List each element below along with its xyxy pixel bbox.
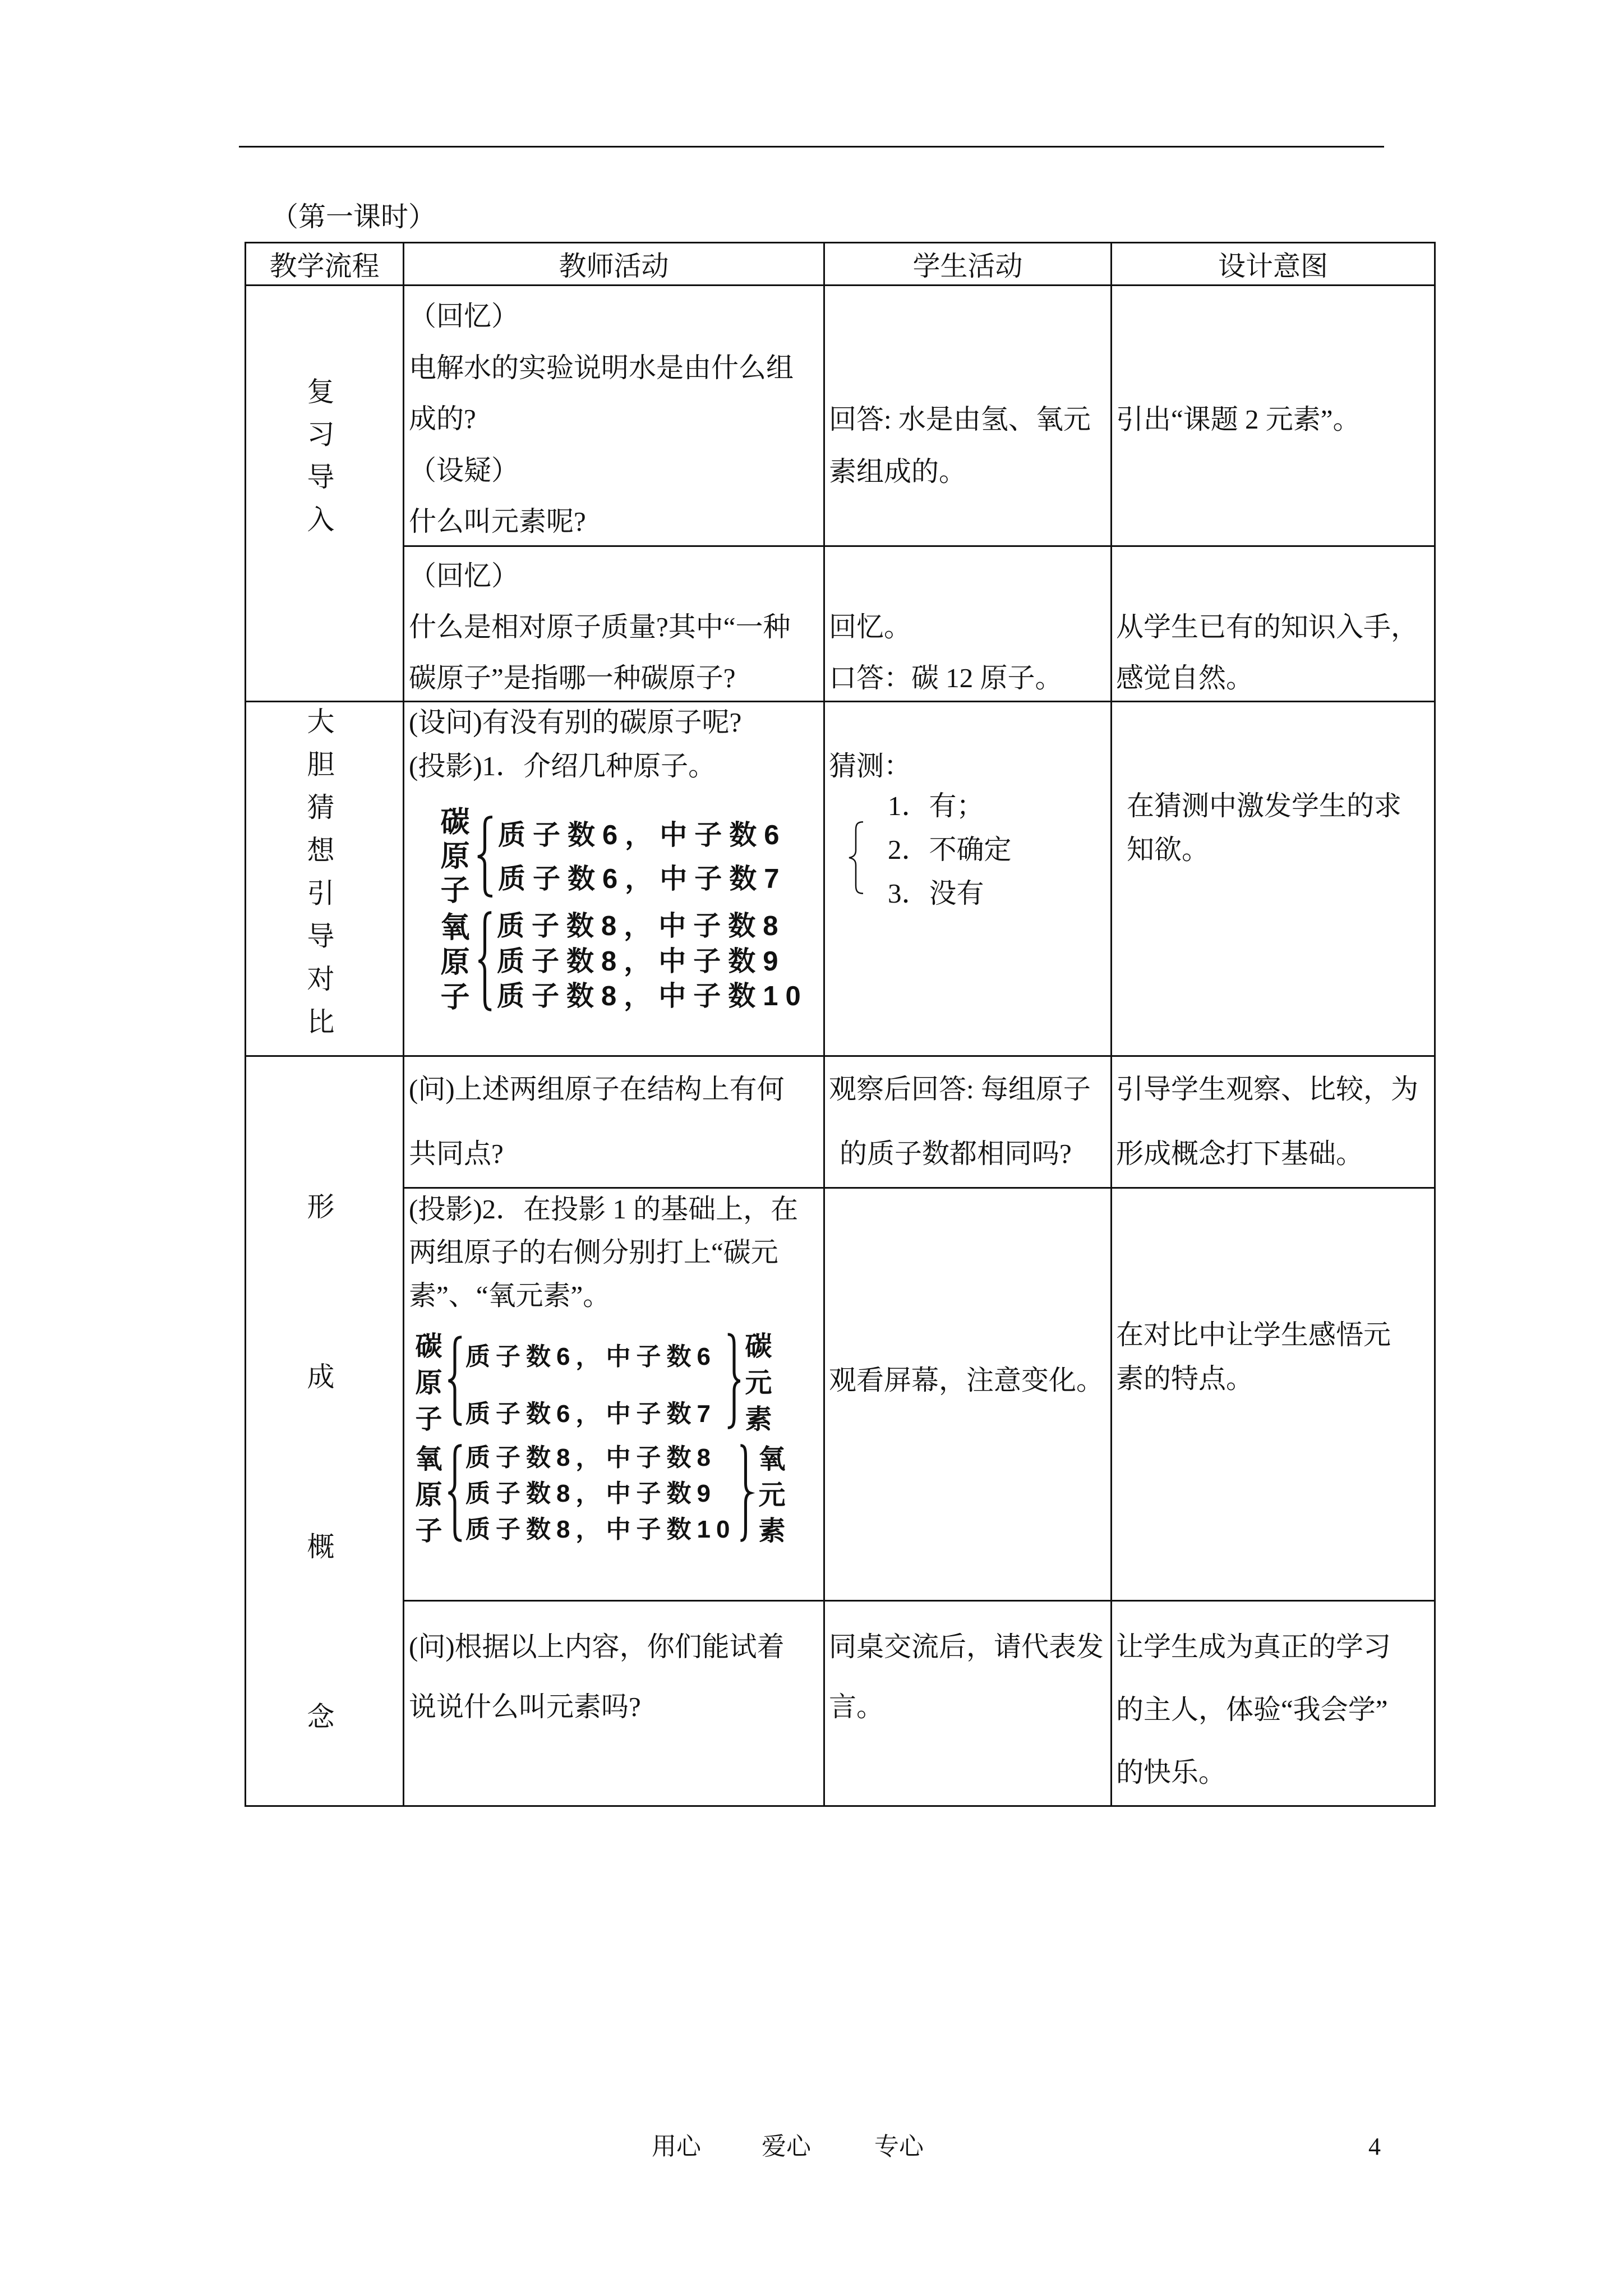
design-intent-line: 知欲。	[1127, 834, 1210, 865]
design-intent-cell	[1110, 284, 1436, 547]
oxygen-isotope-line: 质子数8，中子数9	[465, 1480, 716, 1507]
guess-option: 1．有；	[888, 790, 984, 821]
design-intent-line: 形成概念打下基础。	[1116, 1138, 1364, 1169]
student-activity-cell	[823, 1187, 1112, 1602]
guess-options-list	[888, 784, 1012, 915]
student-activity-line: 观看屏幕，注意变化。	[829, 1365, 1104, 1396]
design-intent-line: 在猜测中激发学生的求	[1127, 790, 1402, 821]
teacher-activity-cell	[403, 545, 825, 702]
design-intent-line: 感觉自然。	[1116, 662, 1254, 693]
oxygen-left-brace-icon	[477, 912, 492, 1011]
oxygen-right-brace-icon	[740, 1444, 751, 1542]
carbon-atom-label: 碳原子	[436, 806, 468, 909]
oxygen-isotope-line: 质子数8，中子数10	[465, 1516, 736, 1543]
teacher-activity-line: 说说什么叫元素吗?	[409, 1691, 641, 1722]
guess-option: 2．不确定	[888, 834, 1012, 865]
oxygen-atom-label: 氧原子	[436, 912, 468, 1016]
teacher-activity-line: 什么叫元素呢?	[409, 506, 586, 537]
teacher-activity-line: (投影)1．介绍几种原子。	[409, 751, 716, 781]
teacher-activity-text	[409, 291, 794, 547]
student-activity-text	[829, 393, 1091, 498]
teacher-activity-line: (问)根据以上内容，你们能试着	[409, 1631, 785, 1662]
design-intent-text	[1116, 1616, 1391, 1804]
page-number: 4	[1368, 2133, 1381, 2160]
header-label-student: 学生活动	[912, 250, 1023, 282]
design-intent-text	[1127, 784, 1401, 872]
carbon-left-brace-icon	[476, 816, 494, 897]
student-activity-cell	[823, 284, 1112, 547]
student-activity-line: 素组成的。	[829, 456, 967, 487]
teacher-activity-line: 碳原子”是指哪一种碳原子?	[409, 662, 736, 693]
design-intent-line: 引出“课题 2 元素”。	[1116, 404, 1361, 435]
design-intent-cell	[1110, 1055, 1436, 1189]
carbon-isotope-list	[465, 1328, 716, 1443]
design-intent-text	[1116, 393, 1361, 445]
teacher-activity-cell	[403, 284, 825, 547]
carbon-right-brace-icon	[727, 1333, 741, 1429]
student-activity-line: 的质子数都相同吗?	[840, 1138, 1072, 1169]
guess-option: 3．没有	[888, 878, 984, 909]
carbon-left-brace-icon	[447, 1336, 463, 1425]
teacher-activity-cell	[403, 1055, 825, 1189]
student-activity-cell	[823, 1600, 1112, 1807]
carbon-isotope-line: 质子数6，中子数6	[498, 820, 787, 850]
design-intent-line: 引导学生观察、比较，为	[1116, 1074, 1419, 1105]
teacher-activity-text	[409, 1617, 785, 1737]
header-cell-design	[1110, 242, 1436, 286]
oxygen-left-brace-icon	[447, 1444, 463, 1542]
carbon-isotope-list	[498, 813, 787, 901]
student-activity-cell	[823, 701, 1112, 1057]
stage-cell-guess	[245, 701, 404, 1057]
header-cell-student	[823, 242, 1112, 286]
teacher-activity-line: 两组原子的右侧分别打上“碳元	[409, 1237, 778, 1268]
teacher-activity-text	[409, 1057, 785, 1186]
teacher-activity-line: 共同点?	[409, 1138, 504, 1169]
teacher-activity-line: （设疑）	[409, 454, 519, 486]
oxygen-isotope-line: 质子数8，中子数8	[497, 911, 786, 941]
teacher-activity-cell	[403, 701, 825, 1057]
design-intent-line: 让学生成为真正的学习	[1116, 1631, 1391, 1662]
student-activity-cell	[823, 545, 1112, 702]
design-intent-cell	[1110, 1600, 1436, 1807]
teacher-activity-line: 素”、“氧元素”。	[409, 1280, 611, 1311]
header-cell-teacher	[403, 242, 825, 286]
teacher-activity-line: (问)上述两组原子在结构上有何	[409, 1074, 785, 1105]
footer-motto: 爱心	[762, 2133, 811, 2160]
student-activity-text	[829, 1617, 1104, 1737]
teacher-activity-line: （回忆）	[409, 560, 519, 591]
design-intent-cell	[1110, 1187, 1436, 1602]
student-activity-line: 言。	[829, 1691, 884, 1722]
student-activity-line: 回答: 水是由氢、氧元	[829, 404, 1091, 435]
header-label-design: 设计意图	[1218, 250, 1328, 282]
oxygen-element-label: 氧元素	[754, 1444, 784, 1552]
teacher-activity-line: (投影)2．在投影 1 的基础上，在	[409, 1194, 799, 1225]
teacher-activity-cell	[403, 1600, 825, 1807]
teacher-activity-cell	[403, 1187, 825, 1602]
header-label-stage: 教学流程	[269, 250, 380, 282]
carbon-isotope-line: 质子数6，中子数7	[498, 864, 787, 894]
header-rule	[239, 146, 1384, 148]
student-activity-text	[829, 1057, 1091, 1186]
student-activity-line: 回忆。	[829, 611, 912, 642]
student-activity-cell	[823, 1055, 1112, 1189]
design-intent-line: 在对比中让学生感悟元	[1116, 1319, 1391, 1350]
stage-label-concept: 形成概念	[303, 1192, 334, 1872]
design-intent-line: 素的特点。	[1116, 1363, 1254, 1394]
atom-projection-diagram-1	[404, 702, 823, 1055]
design-intent-text	[1116, 601, 1418, 703]
student-activity-text	[829, 601, 1063, 703]
guess-options-brace-icon	[847, 821, 864, 894]
oxygen-isotope-line: 质子数8，中子数10	[497, 981, 808, 1011]
carbon-isotope-line: 质子数6，中子数7	[465, 1400, 716, 1428]
footer-motto: 用心	[652, 2133, 701, 2160]
teacher-activity-line: （回忆）	[409, 301, 519, 332]
atom-projection-diagram-2	[404, 1189, 823, 1600]
stage-cell-concept	[245, 1055, 404, 1872]
student-activity-text	[829, 1359, 1104, 1402]
header-label-teacher: 教师活动	[559, 250, 669, 282]
design-intent-cell	[1110, 701, 1436, 1057]
student-activity-line: 同桌交流后，请代表发	[829, 1631, 1104, 1662]
design-intent-line: 的快乐。	[1116, 1757, 1227, 1788]
oxygen-isotope-line: 质子数8，中子数8	[465, 1444, 716, 1471]
stage-cell-review	[245, 284, 404, 702]
teacher-activity-line: 什么是相对原子质量?其中“一种	[409, 611, 791, 642]
header-cell-stage	[245, 242, 404, 286]
carbon-element-label: 碳元素	[741, 1332, 771, 1441]
student-activity-line: 口答：碳 12 原子。	[829, 662, 1063, 693]
footer-motto: 专心	[874, 2133, 924, 2160]
teacher-activity-line: 电解水的实验说明水是由什么组	[409, 352, 794, 383]
design-intent-line: 的主人，体验“我会学”	[1116, 1694, 1388, 1725]
guess-lead: 猜测：	[829, 751, 912, 781]
stage-label-guess: 大胆猜想引导对比	[303, 707, 334, 1050]
carbon-isotope-line: 质子数6，中子数6	[465, 1343, 716, 1370]
design-intent-cell	[1110, 545, 1436, 702]
teacher-activity-line: 成的?	[409, 403, 476, 434]
lesson-label: （第一课时）	[271, 201, 436, 232]
oxygen-isotope-line: 质子数8，中子数9	[497, 946, 786, 977]
oxygen-isotope-list	[497, 909, 808, 1014]
oxygen-atom-label: 氧原子	[411, 1444, 441, 1552]
design-intent-line: 从学生已有的知识入手，	[1116, 611, 1419, 642]
teacher-activity-text	[409, 550, 791, 703]
teacher-activity-line: (设问)有没有别的碳原子呢?	[409, 707, 742, 738]
design-intent-text	[1116, 1313, 1391, 1401]
design-intent-text	[1116, 1057, 1418, 1186]
carbon-atom-label: 碳原子	[411, 1332, 441, 1441]
oxygen-isotope-list	[465, 1440, 735, 1548]
student-activity-line: 观察后回答: 每组原子	[829, 1074, 1091, 1105]
stage-label-review: 复习导入	[303, 377, 334, 547]
